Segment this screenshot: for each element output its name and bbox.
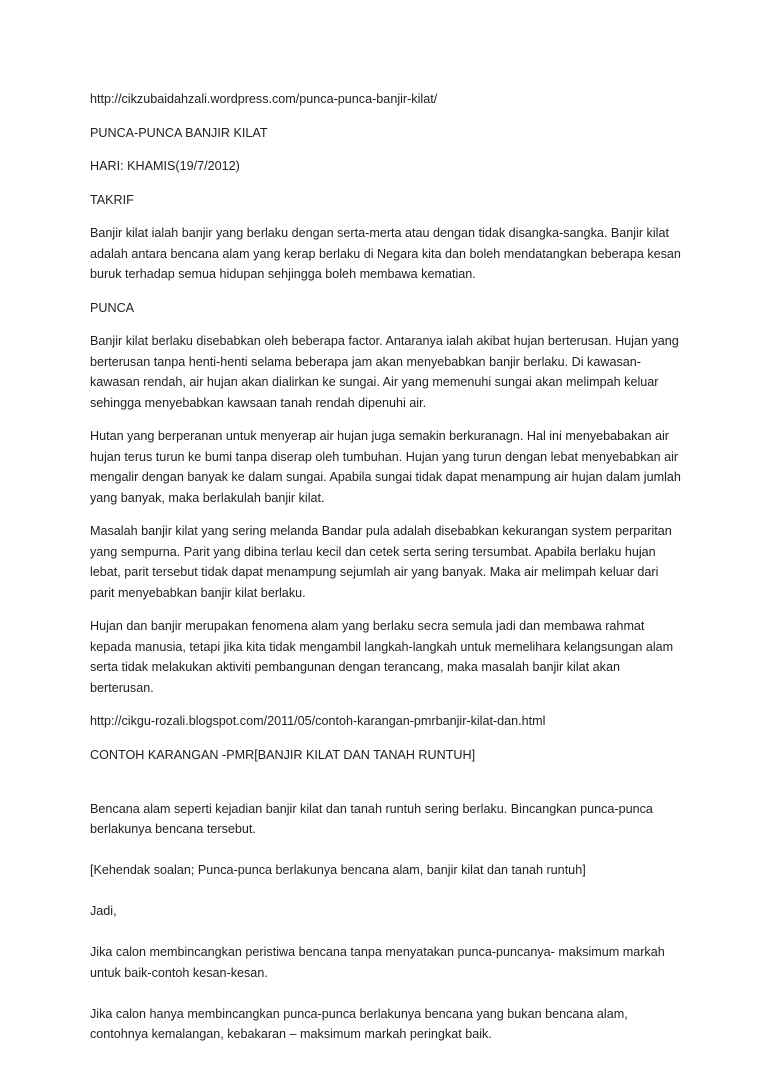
contoh-note-1: Jika calon membincangkan peristiwa bencana tanpa menyatakan punca-puncanya- maksimum markah untuk baik-contoh kesan-kesan. (90, 945, 665, 980)
date-line: HARI: KHAMIS(19/7/2012) (90, 159, 240, 173)
document-title: PUNCA-PUNCA BANJIR KILAT (90, 125, 268, 140)
punca-paragraph-2: Hutan yang berperanan untuk menyerap air hujan juga semakin berkuranagn. Hal ini menyebabakan air hujan terus turun ke bumi tanpa diserap oleh tumbuhan. Hujan yang turun dengan lebat menyebabkan air mengalir dengan banyak ke dalam sungai. Apabila sungai tidak dapat menampung air hujan dalam jumlah yang banyak, maka berlakulah banjir kilat. (90, 429, 681, 505)
punca-paragraph-1: Banjir kilat berlaku disebabkan oleh beberapa factor. Antaranya ialah akibat hujan berterusan. Hujan yang berterusan tanpa henti-henti selama beberapa jam akan menyebabkan banjir berlaku. Di kawasan-kawasan rendah, air hujan akan dialirkan ke sungai. Air yang memenuhi sungai akan melimpah keluar sehingga menyebabkan kawsaan tanah rendah dipenuhi air. (90, 334, 679, 410)
source-url-2: http://cikgu-rozali.blogspot.com/2011/05/contoh-karangan-pmrbanjir-kilat-dan.html (90, 714, 546, 728)
punca-paragraph-3: Masalah banjir kilat yang sering melanda Bandar pula adalah disebabkan kekurangan system perparitan yang sempurna. Parit yang dibina terlau kecil dan cetek serta sering tersumbat. Apabila berlaku hujan lebat, parit tersebut tidak dapat menampung sejumlah air yang banyak. Maka air melimpah keluar dari parit menyebabkan banjir kilat berlaku. (90, 524, 672, 600)
heading-punca: PUNCA (90, 300, 135, 315)
heading-takrif: TAKRIF (90, 192, 134, 207)
heading-contoh: CONTOH KARANGAN -PMR[BANJIR KILAT DAN TANAH RUNTUH] (90, 747, 476, 762)
contoh-question: Bencana alam seperti kejadian banjir kilat dan tanah runtuh sering berlaku. Bincangkan punca-punca berlakunya bencana tersebut. (90, 801, 653, 836)
document-page (90, 89, 682, 1078)
takrif-paragraph: Banjir kilat ialah banjir yang berlaku dengan serta-merta atau dengan tidak disangka-sangka. Banjir kilat adalah antara bencana alam yang kerap berlaku di Negara kita dan boleh mendatangkan beberapa kesan buruk terhadap semua hidupan sehjingga boleh membawa kematian. (90, 226, 681, 281)
contoh-jadi: Jadi, (90, 904, 117, 918)
contoh-kehendak: [Kehendak soalan; Punca-punca berlakunya bencana alam, banjir kilat dan tanah runtuh] (90, 863, 586, 877)
punca-paragraph-4: Hujan dan banjir merupakan fenomena alam yang berlaku secra semula jadi dan membawa rahmat kepada manusia, tetapi jika kita tidak mengambil langkah-langkah untuk memelihara kelangsungan alam serta tidak melakukan aktiviti pembangunan dengan terancang, maka masalah banjir kilat akan berterusan. (90, 619, 674, 695)
contoh-block (90, 778, 682, 1065)
contoh-note-2: Jika calon hanya membincangkan punca-punca berlakunya bencana yang bukan bencana alam, contohnya kemalangan, kebakaran – maksimum markah peringkat baik. (90, 1006, 628, 1041)
source-url-1: http://cikzubaidahzali.wordpress.com/punca-punca-banjir-kilat/ (90, 92, 438, 106)
